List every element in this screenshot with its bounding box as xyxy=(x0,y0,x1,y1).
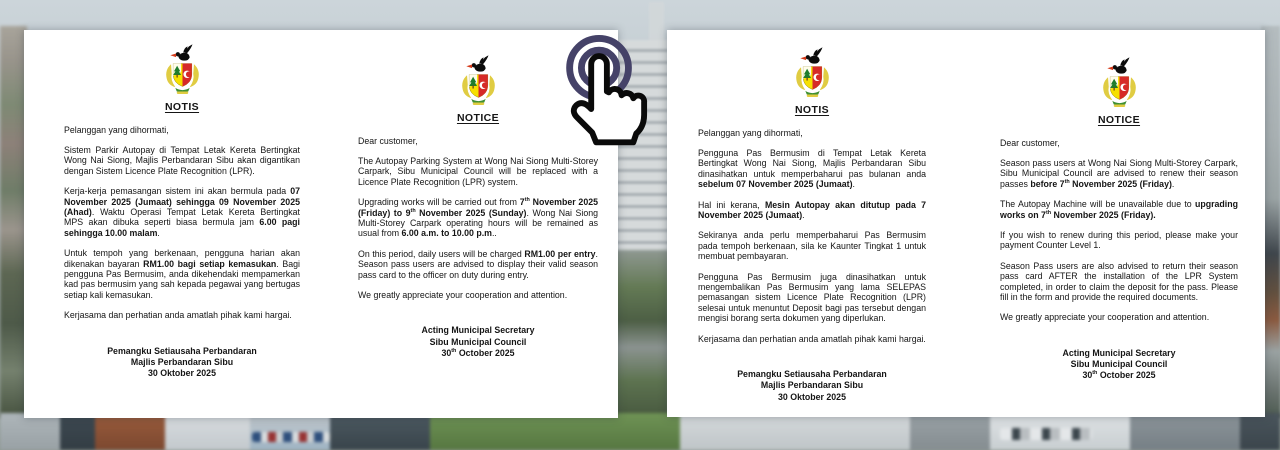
text-paragraph: Kerjasama dan perhatian anda amatlah pihak kami hargai. xyxy=(698,333,926,344)
text-paragraph: Hal ini kerana, Mesin Autopay akan ditutup pada 7 November 2025 (Jumaat). xyxy=(698,199,926,221)
text-paragraph: The Autopay Machine will be unavailable due to upgrading works on 7th November 2025 (Friday). xyxy=(1000,199,1238,220)
notice-body xyxy=(698,148,926,354)
signature-block xyxy=(1000,348,1238,382)
text-paragraph: Pengguna Pas Bermusim di Tempat Letak Kereta Bertingkat Wong Nai Siong, Majlis Perbandaran Sibu dinasihatkan untuk memperbaharui pas bulanan anda sebelum 07 November 2025 (Jumaat). xyxy=(698,148,926,190)
text-paragraph: Majlis Perbandaran Sibu xyxy=(130,356,234,367)
text-paragraph: Sibu Municipal Council xyxy=(429,336,527,347)
text-paragraph: Sistem Parkir Autopay di Tempat Letak Kereta Bertingkat Wong Nai Siong, Majlis Perbandaran Sibu akan digantikan dengan Sistem Licence Plate Recognition (LPR). xyxy=(64,145,300,176)
sibu-municipal-council-crest-icon xyxy=(457,55,500,107)
text-paragraph: We greatly appreciate your cooperation and attention. xyxy=(358,290,568,301)
text-paragraph: Upgrading works will be carried out from 7th November 2025 (Friday) to 9th November 2025 (Sunday). Wong Nai Siong Multi-Storey Carpark operating hours will be remained as usual from 6.00 a.m. to 10.00 p.m.. xyxy=(358,197,599,239)
text-paragraph: 30th October 2025 xyxy=(1082,370,1156,381)
notice-column-malay xyxy=(698,30,926,417)
text-paragraph: Season Pass users are also advised to return their season pass card AFTER the installation of the LPR System completed, in order to claim the deposit for the pass. Please fill in the form and provide the required documents. xyxy=(1000,260,1238,303)
signature-block xyxy=(698,369,926,403)
text-paragraph: 30 Oktober 2025 xyxy=(778,391,846,402)
text-paragraph: Pengguna Pas Bermusim juga dinasihatkan untuk mengembalikan Pas Bermusim yang lama SELEPAS pemasangan sistem Licence Plate Recognition (LPR) selesai untuk menuntut Deposit bagi pas tersebut dengan mengisi borang serta dokumen yang diperlukan. xyxy=(698,271,926,324)
notice-panel-season-pass[interactable] xyxy=(667,30,1265,417)
text-paragraph: Untuk tempoh yang berkenaan, pengguna harian akan dikenakan bayaran RM1.00 bagi setiap kemasukan. Bagi pengguna Pas Bermusim, anda dikehendaki mempamerkan kad pas bermusim yang sah kepada pegawai yang bertugas setiap kali kemasukan. xyxy=(64,248,300,300)
salutation: Dear customer, xyxy=(1000,138,1060,148)
notice-title: NOTICE xyxy=(1097,114,1141,126)
text-paragraph: We greatly appreciate your cooperation and attention. xyxy=(1000,312,1210,323)
notice-title: NOTIS xyxy=(794,104,830,116)
text-paragraph: 30th October 2025 xyxy=(441,347,515,358)
notice-title: NOTICE xyxy=(456,112,500,124)
text-paragraph: Acting Municipal Secretary xyxy=(1062,347,1176,358)
notice-body xyxy=(64,145,300,331)
notice-column-english xyxy=(1000,30,1238,417)
parked-cars xyxy=(252,432,330,442)
text-paragraph: 30 Oktober 2025 xyxy=(148,368,216,379)
salutation: Dear customer, xyxy=(358,136,418,146)
background-field xyxy=(615,250,669,418)
notice-body xyxy=(1000,158,1238,333)
background-street xyxy=(0,413,1280,450)
notice-title: NOTIS xyxy=(164,101,200,113)
text-paragraph: Sibu Municipal Council xyxy=(1070,359,1168,370)
text-paragraph: Acting Municipal Secretary xyxy=(421,325,535,336)
sibu-municipal-council-crest-icon xyxy=(1098,57,1141,109)
signature-block xyxy=(64,346,300,380)
text-paragraph: Kerja-kerja pemasangan sistem ini akan bermula pada 07 November 2025 (Jumaat) sehingga 09 November 2025 (Ahad). Waktu Operasi Tempat Letak Kereta Bertingkat MPS akan dibuka seperti biasa bermula jam 6.00 pagi sehingga 10.00 malam. xyxy=(64,186,300,238)
background-city-left xyxy=(0,26,27,418)
signature-block xyxy=(358,325,598,359)
parked-trucks xyxy=(1000,428,1092,440)
text-paragraph: Pemangku Setiausaha Perbandaran xyxy=(107,345,257,356)
text-paragraph: Season pass users at Wong Nai Siong Multi-Storey Carpark, Sibu Municipal Council are advised to renew their season passes before 7th November 2025 (Friday). xyxy=(1000,158,1238,189)
tap-click-icon[interactable] xyxy=(552,22,650,149)
sibu-municipal-council-crest-icon xyxy=(161,44,204,96)
text-paragraph: Kerjasama dan perhatian anda amatlah pihak kami hargai. xyxy=(64,310,292,321)
text-paragraph: Majlis Perbandaran Sibu xyxy=(760,380,864,391)
salutation: Pelanggan yang dihormati, xyxy=(64,125,169,135)
text-paragraph: Sekiranya anda perlu memperbaharui Pas Bermusim pada tempoh berkenaan, sila ke Kaunter Tingkat 1 untuk membuat pembayaran. xyxy=(698,230,926,262)
salutation: Pelanggan yang dihormati, xyxy=(698,128,803,138)
notice-column-malay xyxy=(64,30,300,418)
notice-panel-lpr[interactable] xyxy=(24,30,618,418)
text-paragraph: On this period, daily users will be charged RM1.00 per entry. Season pass users are advised to display their valid season pass card to the officer on duty during entry. xyxy=(358,248,598,280)
sibu-municipal-council-crest-icon xyxy=(791,47,834,99)
text-paragraph: The Autopay Parking System at Wong Nai Siong Multi-Storey Carpark, Sibu Municipal Council will be replaced with a Licence Plate Recognition (LPR) system. xyxy=(358,156,598,187)
text-paragraph: If you wish to renew during this period, please make your payment Counter Level 1. xyxy=(1000,230,1238,251)
text-paragraph: Pemangku Setiausaha Perbandaran xyxy=(737,369,887,380)
notice-body xyxy=(358,156,598,310)
